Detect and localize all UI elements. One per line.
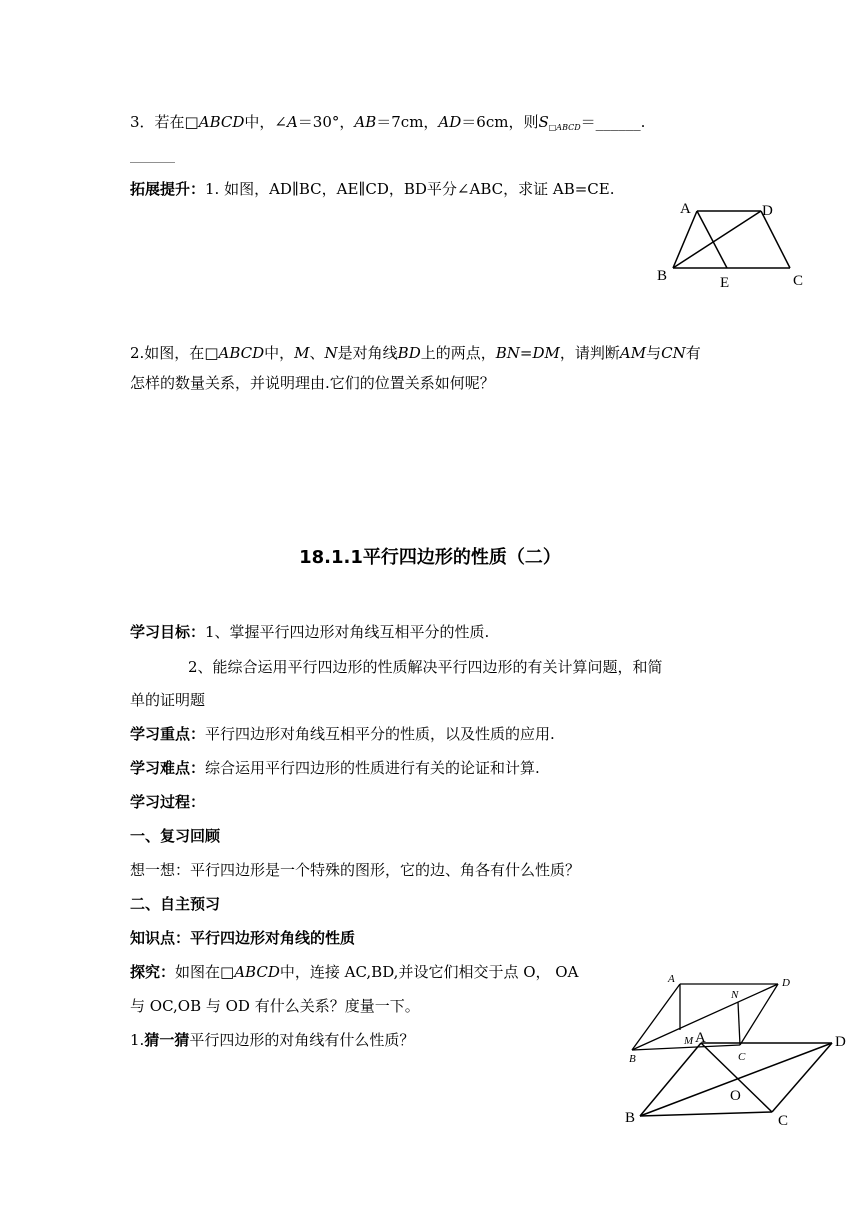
fig3-side-bc <box>640 1112 772 1116</box>
learning-goal-2-cont: 单的证明题 <box>130 691 206 709</box>
difficult-points: 学习难点：综合运用平行四边形的性质进行有关的论证和计算. <box>130 759 540 777</box>
fig3-diagonal-bd <box>640 1043 832 1116</box>
learning-goals: 学习目标：1、掌握平行四边形对角线互相平分的性质. <box>130 623 490 641</box>
fig1-label-c: C <box>793 273 804 289</box>
fig2-label-c: C <box>738 1051 746 1063</box>
fig2-label-m: M <box>684 1035 694 1047</box>
learning-process-heading: 学习过程： <box>130 793 206 811</box>
preview-heading: 二、自主预习 <box>130 895 221 913</box>
fig3-label-d: D <box>835 1034 846 1050</box>
learning-goals-label: 学习目标： <box>130 623 206 641</box>
parallelogram-symbol: □ <box>184 113 199 131</box>
learning-goal-2: 2、能综合运用平行四边形的性质解决平行四边形的有关计算问题，和简 <box>188 658 663 676</box>
fig3-label-c: C <box>778 1113 789 1129</box>
guess-label: 猜一猜 <box>144 1031 190 1049</box>
fig3-side-dc <box>772 1043 832 1112</box>
fig2-label-d: D <box>782 977 790 989</box>
guess-question: 1.猜一猜平行四边形的对角线有什么性质？ <box>130 1031 415 1049</box>
fig2-label-a: A <box>668 973 675 985</box>
fig1-label-d: D <box>762 203 773 219</box>
extension-problem-2-cont: 怎样的数量关系，并说明理由.它们的位置关系如何呢？ <box>130 374 495 392</box>
fig2-segment-cn <box>738 1002 740 1045</box>
answer-blank-continuation: ______ <box>130 145 175 163</box>
fig1-label-e: E <box>720 275 730 291</box>
section-title: 18.1.1平行四边形的性质（二） <box>299 547 561 568</box>
knowledge-heading: 知识点：平行四边形对角线的性质 <box>130 929 356 947</box>
fig3-label-o: O <box>730 1088 741 1104</box>
parallelogram-symbol: □ <box>204 344 219 362</box>
review-heading: 一、复习回顾 <box>130 827 221 845</box>
fig3-label-a: A <box>695 1030 706 1046</box>
fig2-label-n: N <box>731 989 739 1001</box>
explore-label: 探究： <box>130 963 176 981</box>
review-text: 想一想：平行四边形是一个特殊的图形，它的边、角各有什么性质？ <box>130 861 581 879</box>
question-3: 3．若在□ABCD中，∠A＝30°，AB＝7cm，AD＝6cm，则$S_{□ABCD}=\_\_\_\_\_\_$. <box>130 113 646 132</box>
fig1-label-b: B <box>657 268 668 284</box>
fig2-side-ab <box>632 984 680 1050</box>
difficult-points-label: 学习难点： <box>130 759 206 777</box>
extension-label: 拓展提升： <box>130 180 206 198</box>
explore-text: 探究：如图在□ABCD中，连接 AC,BD,并设它们相交于点 O， OA <box>130 963 579 981</box>
key-points: 学习重点：平行四边形对角线互相平分的性质，以及性质的应用. <box>130 725 555 743</box>
extension-problem-1: 拓展提升：1. 如图，AD∥BC，AE∥CD，BD平分∠ABC，求证 AB=CE. <box>130 180 615 198</box>
parallelogram-symbol: □ <box>220 963 235 981</box>
fig3-label-b: B <box>625 1110 636 1126</box>
fig1-label-a: A <box>680 201 691 217</box>
key-points-label: 学习重点： <box>130 725 206 743</box>
fig2-label-b: B <box>629 1053 636 1065</box>
extension-problem-2: 2.如图，在□ABCD中，M、N是对角线BD上的两点，BN=DM，请判断AM与CN有 <box>130 344 701 362</box>
explore-text-cont: 与 OC,OB 与 OD 有什么关系？度量一下。 <box>130 997 420 1015</box>
